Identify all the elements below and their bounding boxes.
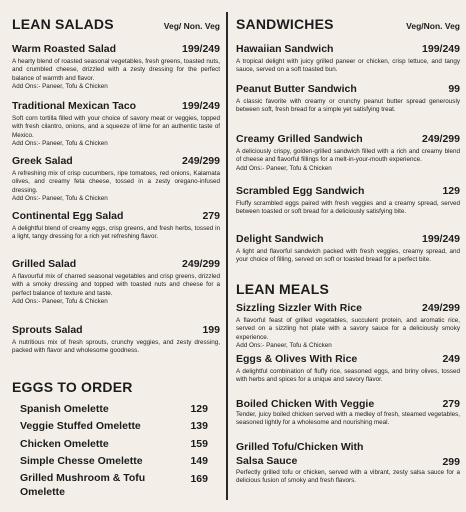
menu-item [236,302,460,350]
left-column [12,0,220,512]
item-price: 279 [442,398,460,410]
item-price: 129 [442,185,460,197]
item-price: 249/299 [422,133,460,145]
item-price: 169 [190,473,208,485]
section-title: LEAN SALADS [12,16,114,32]
item-price: 199/249 [182,43,220,55]
item-name-line: Omelette [20,486,65,498]
item-name: Sizzling Sizzler With Rice [236,302,362,314]
item-price: 249/299 [422,302,460,314]
eggs-to-order-header [12,379,220,395]
item-name: Creamy Grilled Sandwich [236,133,363,145]
item-description: A tropical delight with juicy grilled paneer or chicken, crisp lettuce, and tangy sauce, served on a soft toasted bun. [236,58,460,74]
menu-item [12,155,220,203]
item-price: 249/299 [182,258,220,270]
menu-item [236,185,460,217]
item-price: 199/249 [182,100,220,112]
egg-item [20,436,208,452]
section-note: Veg/Non. Veg [406,21,460,31]
item-price: 279 [202,210,220,222]
menu-item [236,440,460,486]
section-title: SANDWICHES [236,16,334,32]
lean-salads-header [12,16,220,32]
item-name: Eggs & Olives With Rice [236,353,358,365]
item-name: Spanish Omelette [20,403,109,415]
item-name: Peanut Butter Sandwich [236,83,357,95]
menu-item [12,43,220,91]
egg-item [20,418,208,434]
menu-item [236,398,460,428]
right-column [236,0,460,512]
egg-item [20,453,208,469]
menu-item [236,43,460,75]
menu-item [12,258,220,306]
item-price: 249 [442,353,460,365]
item-description: A light and flavorful sandwich packed with fresh veggies, creamy spread, and your choice of filling, served on soft or toasted bread for a perfect bite. [236,248,460,264]
menu-item [12,324,220,356]
egg-item [20,471,208,499]
item-description: A flavorful feast of grilled vegetables, succulent protein, and aromatic rice, served on a sizzling hot plate with a savory sauce for a deliciously smoky experience. [236,317,460,341]
item-name [236,440,363,468]
item-description: A delightful blend of creamy eggs, crisp greens, and fresh herbs, tossed in a light, tangy dressing for a rich yet refreshing flavor. [12,225,220,241]
menu-item [12,100,220,148]
item-description: Tender, juicy boiled chicken served with a medley of fresh, steamed vegetables, seasoned lightly for a wholesome and nourishing meal. [236,411,460,427]
item-name: Veggie Stuffed Omelette [20,420,141,432]
item-description: A nutritious mix of fresh sprouts, crunchy veggies, and zesty dressing, packed with flavor and wholesome goodness. [12,339,220,355]
item-price: 299 [442,456,460,468]
item-price: 139 [190,420,208,432]
item-description: A flavourful mix of charred seasonal vegetables and crisp greens, drizzled with a smoky dressing and topped with toasted nuts and cheese for a perfect balance of texture and taste. [12,273,220,297]
item-price: 199 [202,324,220,336]
menu-item [236,353,460,385]
menu-item [236,133,460,173]
item-addons: Add Ons:- Paneer, Tofu & Chicken [236,341,332,349]
item-price: 199/249 [422,43,460,55]
item-description: Perfectly grilled tofu or chicken, served with a vibrant, zesty salsa sauce for a delicious fusion of smoky and fresh flavors. [236,469,460,485]
item-addons: Add Ons:- Paneer, Tofu & Chicken [12,297,108,305]
item-description: Fluffy scrambled eggs paired with fresh veggies and a creamy spread, served between toasted or soft bread for a deliciously satisfying bite. [236,200,460,216]
item-price: 199/249 [422,233,460,245]
item-name-line: Grilled Tofu/Chicken With [236,441,364,453]
item-addons: Add Ons:- Paneer, Tofu & Chicken [12,82,108,90]
item-addons: Add Ons:- Paneer, Tofu & Chicken [12,194,108,202]
item-name-line: Grilled Mushroom & Tofu [20,472,146,484]
item-price: 129 [190,403,208,415]
item-name: Hawaiian Sandwich [236,43,334,55]
item-description: A hearty blend of roasted seasonal vegetables, fresh greens, toasted nuts, and crumbled cheese, drizzled with a zesty dressing for the perfect balance of warmth and flavor. [12,58,220,82]
column-divider [226,12,228,500]
item-name: Warm Roasted Salad [12,43,117,55]
sandwiches-header [236,16,460,32]
item-name: Grilled Salad [12,258,77,270]
item-name: Scrambled Egg Sandwich [236,185,365,197]
item-name: Boiled Chicken With Veggie [236,398,375,410]
menu-item [12,210,220,242]
item-name: Simple Chesse Omelette [20,455,143,467]
item-name-line: Salsa Sauce [236,455,298,467]
menu-item [236,83,460,115]
section-title: LEAN MEALS [236,281,329,297]
item-addons: Add Ons:- Paneer, Tofu & Chicken [236,164,332,172]
egg-item [20,401,208,417]
item-name: Delight Sandwich [236,233,324,245]
item-name: Greek Salad [12,155,73,167]
lean-meals-header [236,281,460,297]
item-name [20,471,145,499]
item-addons: Add Ons:- Paneer, Tofu & Chicken [12,139,108,147]
item-name: Chicken Omelette [20,438,109,450]
item-description: Soft corn tortilla filled with your choice of savory meat or veggies, topped with fresh cilantro, onions, and a squeeze of lime for an authentic taste of Mexico. [12,115,220,139]
item-description: A deliciously crispy, golden-grilled sandwich filled with a rich and creamy blend of cheese and flavorful fillings for a melt-in-your-mouth experience. [236,148,460,164]
menu-item [236,233,460,265]
item-name: Traditional Mexican Taco [12,100,137,112]
item-price: 99 [448,83,460,95]
item-name: Sprouts Salad [12,324,83,336]
item-price: 149 [190,455,208,467]
item-description: A classic favorite with creamy or crunchy peanut butter spread generously between soft, fresh bread for a simple yet satisfying treat. [236,98,460,114]
item-description: A refreshing mix of crisp cucumbers, ripe tomatoes, red onions, Kalamata olives, and creamy feta cheese, tossed in a zesty oregano-infused dressing. [12,170,220,194]
item-name: Continental Egg Salad [12,210,124,222]
section-note: Veg/ Non. Veg [163,21,220,31]
section-title: EGGS TO ORDER [12,379,133,395]
item-price: 159 [190,438,208,450]
item-description: A delightful combination of fluffy rice, seasoned eggs, and briny olives, tossed with herbs and spices for a unique and savory flavor. [236,368,460,384]
item-price: 249/299 [182,155,220,167]
